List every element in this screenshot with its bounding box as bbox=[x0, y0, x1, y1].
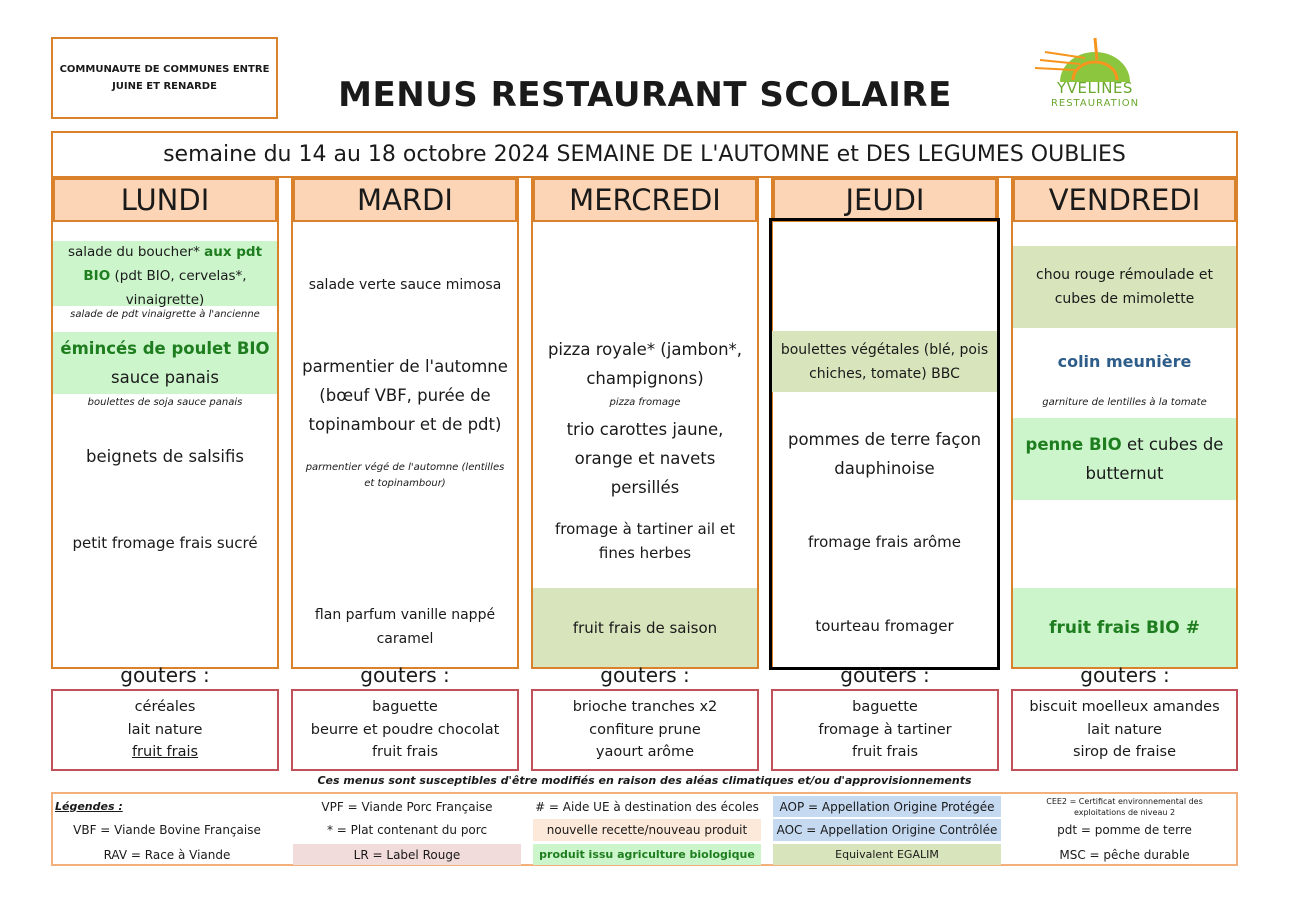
menu-entree: salade verte sauce mimosa bbox=[308, 277, 502, 293]
menu-dessert: tourteau fromager bbox=[815, 617, 954, 635]
menu-dessert: fruit frais de saison bbox=[533, 588, 757, 667]
menu-plat-alt: parmentier végé de l'automne (lentilles et topinambour) bbox=[305, 462, 505, 489]
gouter-label-vendredi: gouters : bbox=[1080, 663, 1170, 687]
menu-entree-a: salade du boucher* bbox=[67, 243, 205, 260]
legend-vbf: VBF = Viande Bovine Française bbox=[73, 823, 261, 837]
day-header-mardi: MARDI bbox=[293, 178, 517, 222]
menu-plat bbox=[53, 332, 277, 394]
gouter-item: lait nature bbox=[1087, 721, 1162, 738]
logo-subtext: RESTAURATION bbox=[1050, 98, 1140, 109]
menu-plat-alt: boulettes de soja sauce panais bbox=[87, 397, 243, 408]
menu-plat: pizza royale* (jambon*, champignons) bbox=[547, 340, 743, 388]
logo-text: YVELINES bbox=[1057, 79, 1133, 97]
legend-aop: AOP = Appellation Origine Protégée bbox=[773, 796, 1001, 817]
day-column-mercredi bbox=[531, 176, 759, 669]
organization-name: COMMUNAUTE DE COMMUNES ENTRE JUINE ET RENARDE bbox=[59, 64, 270, 92]
day-column-lundi bbox=[51, 176, 279, 669]
legend-bio: produit issu agriculture biologique bbox=[533, 844, 761, 865]
gouter-label-lundi: gouters : bbox=[120, 663, 210, 687]
gouter-box-vendredi bbox=[1011, 689, 1238, 771]
legend-porc: * = Plat contenant du porc bbox=[326, 823, 488, 837]
menu-plat-sauce: sauce panais bbox=[111, 368, 219, 387]
menu-garniture: beignets de salsifis bbox=[86, 446, 244, 466]
gouter-item: brioche tranches x2 bbox=[572, 699, 718, 716]
legend-vpf: VPF = Viande Porc Française bbox=[321, 799, 493, 814]
gouter-item: céréales bbox=[134, 699, 196, 716]
menu-garniture: trio carottes jaune, orange et navets persillés bbox=[566, 419, 724, 497]
gouter-item: beurre et poudre chocolat bbox=[310, 721, 500, 738]
organization-box bbox=[51, 37, 278, 119]
week-banner bbox=[51, 131, 1238, 178]
gouter-box-lundi bbox=[51, 689, 279, 771]
menu-entree bbox=[53, 241, 277, 306]
legend-title: Légendes : bbox=[55, 799, 123, 813]
day-header-mercredi: MERCREDI bbox=[533, 178, 757, 222]
gouter-item: confiture prune bbox=[589, 721, 701, 738]
legend-lr: LR = Label Rouge bbox=[293, 844, 521, 865]
gouter-box-jeudi bbox=[771, 689, 999, 771]
gouter-item: fromage à tartiner bbox=[818, 721, 952, 738]
menu-plat-alt: pizza fromage bbox=[609, 397, 681, 408]
day-column-mardi bbox=[291, 176, 519, 669]
gouter-item: sirop de fraise bbox=[1072, 744, 1177, 761]
menu-dessert: flan parfum vanille nappé caramel bbox=[314, 607, 496, 647]
menu-entree-b: (pdt BIO, cervelas*, vinaigrette) bbox=[110, 267, 247, 308]
gouter-item: biscuit moelleux amandes bbox=[1029, 699, 1220, 716]
menu-garniture bbox=[1013, 418, 1236, 500]
menu-garniture-b: et cubes de butternut bbox=[1085, 435, 1224, 483]
menu-garniture-bio: penne BIO bbox=[1025, 435, 1122, 454]
legend-msc: MSC = pêche durable bbox=[1059, 847, 1190, 862]
menu-entree-alt: salade de pdt vinaigrette à l'ancienne bbox=[70, 309, 260, 320]
menu-plat: colin meunière bbox=[1057, 352, 1192, 371]
menu-laitage: fromage à tartiner ail et fines herbes bbox=[555, 520, 735, 562]
day-column-vendredi bbox=[1011, 176, 1238, 669]
menu-plat: boulettes végétales (blé, pois chiches, tomate) BBC bbox=[772, 331, 997, 392]
gouter-label-mardi: gouters : bbox=[360, 663, 450, 687]
menu-plat: parmentier de l'automne (bœuf VBF, purée de topinambour et de pdt) bbox=[302, 356, 508, 434]
gouter-item: baguette bbox=[372, 699, 438, 716]
legend-pdt: pdt = pomme de terre bbox=[1057, 823, 1192, 837]
gouter-item: yaourt arôme bbox=[595, 744, 695, 761]
gouter-label-mercredi: gouters : bbox=[600, 663, 690, 687]
legend-ue: # = Aide UE à destination des écoles bbox=[535, 799, 759, 814]
menu-garniture: pommes de terre façon dauphinoise bbox=[787, 430, 982, 478]
gouter-item: fruit frais bbox=[131, 744, 199, 761]
menu-dessert: fruit frais BIO # bbox=[1013, 588, 1236, 667]
menu-plat-alt: garniture de lentilles à la tomate bbox=[1042, 397, 1207, 408]
disclaimer-notice: Ces menus sont susceptibles d'être modifiés en raison des aléas climatiques et/ou d'approvisionnements bbox=[317, 774, 972, 787]
gouter-box-mardi bbox=[291, 689, 519, 771]
legend-nouvelle: nouvelle recette/nouveau produit bbox=[533, 819, 761, 841]
menu-plat-main: émincés de poulet BIO bbox=[60, 339, 270, 358]
gouter-label-jeudi: gouters : bbox=[840, 663, 930, 687]
gouter-box-mercredi bbox=[531, 689, 759, 771]
gouter-item: lait nature bbox=[127, 721, 203, 738]
menu-laitage: fromage frais arôme bbox=[807, 533, 962, 551]
menu-entree-bio: aux pdt BIO bbox=[83, 243, 263, 284]
page-title: MENUS RESTAURANT SCOLAIRE bbox=[338, 75, 952, 115]
legend-egalim: Equivalent EGALIM bbox=[773, 844, 1001, 865]
day-header-vendredi: VENDREDI bbox=[1013, 178, 1236, 222]
week-label: semaine du 14 au 18 octobre 2024 SEMAINE DE L'AUTOMNE et DES LEGUMES OUBLIES bbox=[163, 142, 1126, 167]
legend-rav: RAV = Race à Viande bbox=[103, 847, 231, 862]
menu-entree: chou rouge rémoulade et cubes de mimolette bbox=[1013, 246, 1236, 328]
legend-aoc: AOC = Appellation Origine Contrôlée bbox=[773, 819, 1001, 841]
gouter-item: baguette bbox=[852, 699, 918, 716]
day-header-jeudi: JEUDI bbox=[773, 178, 997, 222]
gouter-item: fruit frais bbox=[851, 744, 919, 761]
legend-cee2: CEE2 = Certificat environnemental des exploitations de niveau 2 bbox=[1046, 796, 1203, 817]
day-header-lundi: LUNDI bbox=[53, 178, 277, 222]
gouter-item: fruit frais bbox=[371, 744, 439, 761]
legend-box bbox=[51, 792, 1238, 866]
menu-laitage: petit fromage frais sucré bbox=[72, 534, 258, 552]
